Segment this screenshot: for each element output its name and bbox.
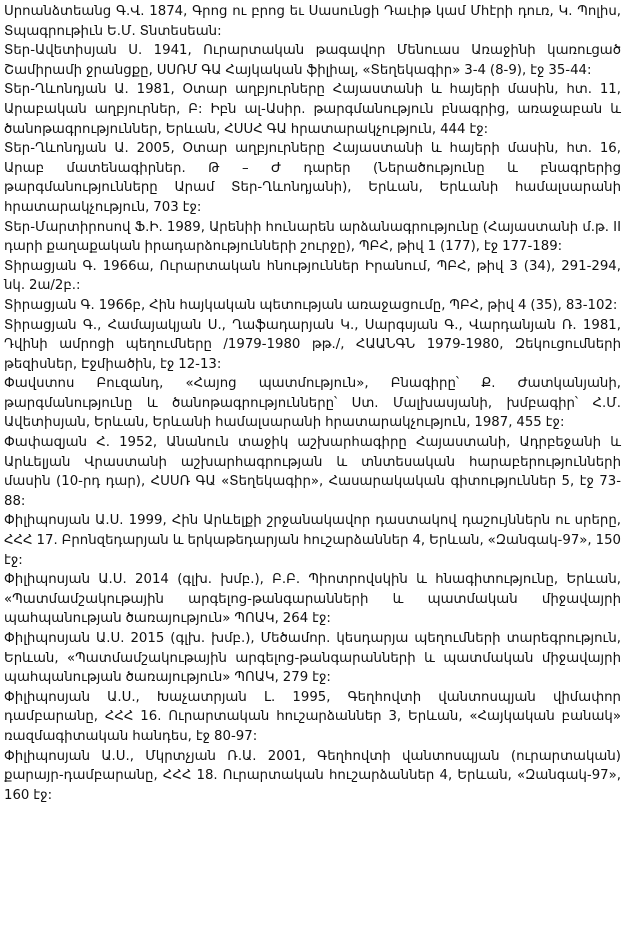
bibliography-entry: Փիլիպոսյան Ա.Ս., Խաչատրյան Լ. 1995, Գեղհովտի վանտոսպյան վիմափոր դամբարանը, ՀՀՀ 16. Ուրարտական հուշարձաններ 3, Երևան, «Հայկական բանակ» ռազմագիտական հանդես, էջ 80-97: [4, 689, 621, 744]
bibliography-entry: Սրոանձտեանց Գ.Վ. 1874, Գրոց ու բրոց եւ Սասունցի Դաւիթ կամ Մհէրի դուռ, Կ. Պոլիս, Տպագրութիւն Ե.Մ. Տնտեսեան: [4, 4, 621, 39]
bibliography-entry: Տեր-Ղևոնդյան Ա. 2005, Օտար աղբյուրները Հայաստանի և հայերի մասին, հտ. 16, Արաբ մատենագիրներ. Թ – Ժ դարեր (Ներածությունը և բնագրերից թարգմանությունները Արամ Տեր-Ղևոնդյանի), Երևան, Երևանի համալսարանի հրատարակչություն, 703 էջ: [4, 141, 621, 215]
bibliography-entry: Փիլիպոսյան Ա.Ս. 2014 (գլխ. խմբ.), Բ.Բ. Պիոտրովսկին և հնագիտությունը, Երևան, «Պատմամշակութային արգելոց-թանգարանների և պատմական միջավայրի պահպանության ծառայություն» ՊՈԱԿ, 264 էջ: [4, 572, 621, 627]
bibliography-entry: Փափազյան Հ. 1952, Անանուն տաջիկ աշխարհագիրը Հայաստանի, Ադրբեջանի և Արևելյան Վրաստանի աշխարհագրության և տնտեսական հարաբերությունների մասին (10-րդ դար), ՀՍՍՌ ԳԱ «Տեղեկագիր», Հասարակական գիտություններ 5, էջ 73-88: [4, 435, 621, 509]
bibliography-entry: Տեր-Ավետիսյան Ս. 1941, Ուրարտական թագավոր Մենուաս Առաջինի կառուցած Շամիրամի ջրանցքը, ՍՍՌՄ ԳԱ Հայկական ֆիլիալ, «Տեղեկագիր» 3-4 (8-9), էջ 35-44: [4, 43, 621, 78]
bibliography-entry: Տիրացյան Գ. 1966բ, Հին հայկական պետության առաջացումը, ՊԲՀ, թիվ 4 (35), 83-102: [4, 297, 618, 313]
bibliography-entry: Փիլիպոսյան Ա.Ս., Մկրտչյան Ռ.Ա. 2001, Գեղհովտի վանտոսպյան (ուրարտական) քարայր-դամբարանը, ՀՀՀ 18. Ուրարտական հուշարձաններ 4, Երևան, «Զանգակ-97», 160 էջ: [4, 748, 621, 803]
bibliography-entry: Փիլիպոսյան Ա.Ս. 1999, Հին Արևելքի շրջանակավոր դաստակով դաշույններն ու սրերը, ՀՀՀ 17. Բրոնզեդարյան և երկաթեդարյան հուշարձաններ 4, Երևան, «Զանգակ-97», 150 էջ: [4, 513, 621, 568]
bibliography-entry: Տեր-Ղևոնդյան Ա. 1981, Օտար աղբյուրները Հայաստանի և հայերի մասին, հտ. 11, Արաբական աղբյուրներ, Բ: Իբն ալ-Ասիր. թարգմանություն բնագրից, առաջաբան և ծանոթագրություններ, Երևան, ՀՍՍՀ ԳԱ հրատարակչություն, 444 էջ: [4, 82, 621, 137]
bibliography-entry: Փիլիպոսյան Ա.Ս. 2015 (գլխ. խմբ.), Մեծամոր. կեսդարյա պեղումների տարեգրություն, Երևան, «Պատմամշակութային արգելոց-թանգարանների և պատմական միջավայրի պահպանության ծառայություն» ՊՈԱԿ, 279 էջ: [4, 631, 621, 686]
bibliography-entry: Տեր-Մարտիրոսով Ֆ.Ի. 1989, Արենիի հունարեն արձանագրությունը (Հայաստանի մ.թ. II դարի քաղաքական իրադարձությունների շուրջը), ՊԲՀ, թիվ 1 (177), էջ 177-189: [4, 219, 621, 255]
bibliography-entry: Տիրացյան Գ. 1966ա, Ուրարտական հնություններ Իրանում, ՊԲՀ, թիվ 3 (34), 291-294, նկ. 2ա/2բ.: [4, 258, 621, 294]
bibliography-entry: Փավստոս Բուզանդ, «Հայոց պատմություն», Բնագիրը՝ Ք. Ժատկանյանի, թարգմանությունը և ծանոթագրությունները՝ Ստ. Մալխասյանի, խմբագիր՝ Հ.Մ. Ավետիսյան, Երևան, Երևանի համալսարանի հրատարակչություն, 1987, 455 էջ: [4, 376, 621, 431]
bibliography-entry: Տիրացյան Գ., Համայակյան Ս., Ղաֆադարյան Կ., Սարգսյան Գ., Վարդանյան Ռ. 1981, Դվինի ամրոցի պեղումները /1979-1980 թթ./, ՀԱԱՆԳՆ 1979-1980, Զեկուցումների թեզիսներ, Էջմիածին, էջ 12-13: [4, 317, 621, 372]
